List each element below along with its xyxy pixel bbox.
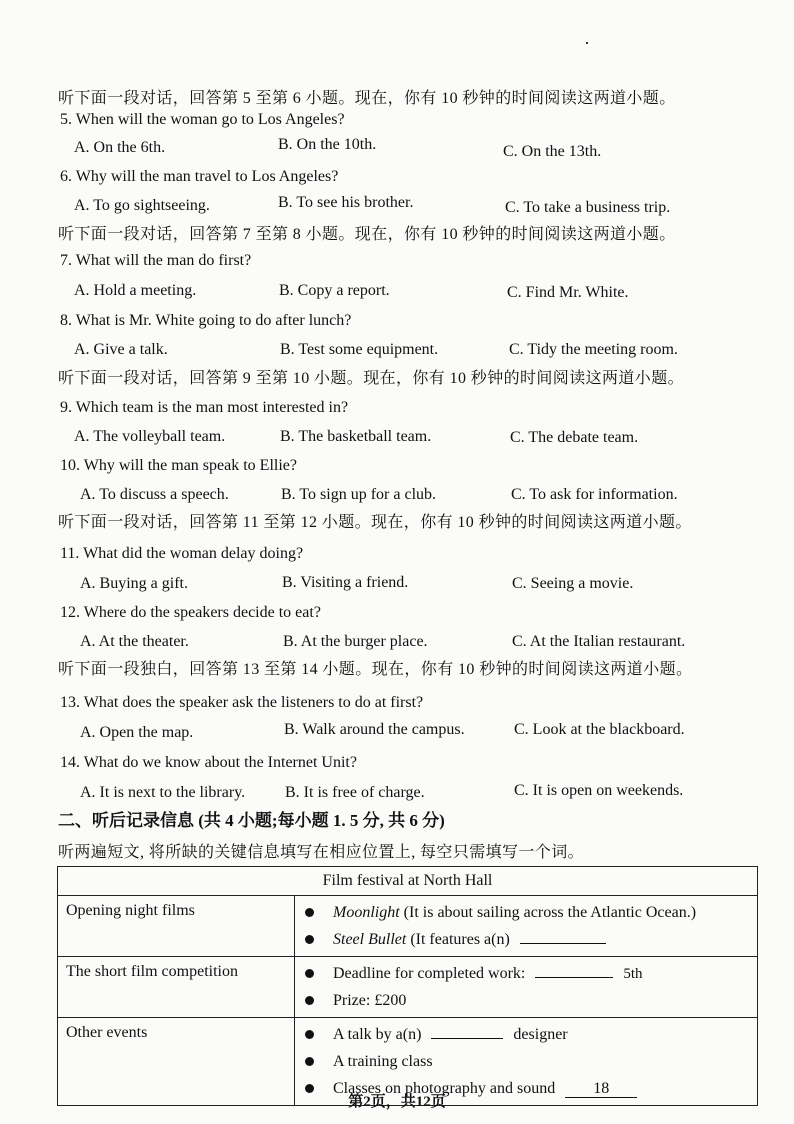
q10-option-b[interactable]: B. To sign up for a club.: [281, 486, 437, 503]
q14-option-a[interactable]: A. It is next to the library.: [80, 784, 246, 801]
instruction-q11-12: 听下面一段对话，回答第 11 至第 12 小题。现在，你有 10 秒钟的时间阅读这两道小题。: [58, 514, 692, 531]
q11-option-c[interactable]: C. Seeing a movie.: [512, 575, 634, 592]
question-6: 6. Why will the man travel to Los Angeles?: [60, 168, 339, 185]
question-7: 7. What will the man do first?: [60, 252, 252, 269]
row-competition-label: The short film competition: [58, 957, 295, 1018]
deadline-date-suffix: 5th: [623, 966, 643, 982]
talk-text-post: designer: [513, 1026, 568, 1043]
q5-option-a[interactable]: A. On the 6th.: [74, 139, 166, 156]
talk-text-pre: A talk by a(n): [333, 1026, 422, 1043]
bullet-icon: [305, 1030, 314, 1039]
q7-option-c[interactable]: C. Find Mr. White.: [507, 284, 629, 301]
film-description-steel-bullet: (It features a(n): [410, 931, 510, 948]
page-number: 第2页，共12页: [348, 1094, 446, 1110]
q13-option-c[interactable]: C. Look at the blackboard.: [514, 721, 685, 738]
question-14: 14. What do we know about the Internet Unit?: [60, 754, 357, 771]
bullet-icon: [305, 1057, 314, 1066]
q14-option-c[interactable]: C. It is open on weekends.: [514, 782, 684, 799]
q9-option-b[interactable]: B. The basketball team.: [280, 428, 432, 445]
bullet-icon: [305, 908, 314, 917]
q9-option-a[interactable]: A. The volleyball team.: [74, 428, 226, 445]
question-13: 13. What does the speaker ask the listeners to do at first?: [60, 694, 424, 711]
q6-option-a[interactable]: A. To go sightseeing.: [74, 197, 210, 214]
bullet-icon: [305, 996, 314, 1005]
classes-text: Classes on photography and sound: [333, 1080, 556, 1097]
row-competition-content: [295, 957, 758, 1018]
film-description-moonlight: (It is about sailing across the Atlantic Ocean.): [403, 904, 697, 921]
bullet-training: [295, 1048, 757, 1075]
answer-blank-18[interactable]: 18: [565, 1081, 637, 1098]
q11-option-a[interactable]: A. Buying a gift.: [80, 575, 188, 592]
q8-option-c[interactable]: C. Tidy the meeting room.: [509, 341, 678, 358]
question-11: 11. What did the woman delay doing?: [60, 545, 304, 562]
q7-option-b[interactable]: B. Copy a report.: [279, 282, 390, 299]
q8-option-a[interactable]: A. Give a talk.: [74, 341, 168, 358]
row-opening-night-label: Opening night films: [58, 896, 295, 957]
instruction-q13-14: 听下面一段独白，回答第 13 至第 14 小题。现在，你有 10 秒钟的时间阅读这两道小题。: [58, 661, 693, 678]
answer-blank-15[interactable]: [520, 927, 606, 944]
q6-option-b[interactable]: B. To see his brother.: [278, 194, 414, 211]
scan-speck: [586, 42, 588, 44]
training-text: A training class: [333, 1053, 433, 1070]
row-other-events-label: Other events: [58, 1018, 295, 1106]
q10-option-c[interactable]: C. To ask for information.: [511, 486, 678, 503]
q14-option-b[interactable]: B. It is free of charge.: [285, 784, 425, 801]
deadline-label: Deadline for completed work:: [333, 965, 526, 982]
answer-blank-17[interactable]: [431, 1022, 503, 1039]
question-12: 12. Where do the speakers decide to eat?: [60, 604, 321, 621]
q5-option-b[interactable]: B. On the 10th.: [278, 136, 377, 153]
q12-option-b[interactable]: B. At the burger place.: [283, 633, 428, 650]
section-2-title: 二、听后记录信息 (共 4 小题;每小题 1. 5 分, 共 6 分): [58, 811, 445, 830]
bullet-icon: [305, 935, 314, 944]
q12-option-c[interactable]: C. At the Italian restaurant.: [512, 633, 686, 650]
q8-option-b[interactable]: B. Test some equipment.: [280, 341, 439, 358]
bullet-deadline: [295, 960, 757, 987]
answer-blank-16[interactable]: [535, 961, 613, 978]
q11-option-b[interactable]: B. Visiting a friend.: [282, 574, 409, 591]
question-9: 9. Which team is the man most interested in?: [60, 399, 349, 416]
bullet-talk: [295, 1021, 757, 1048]
instruction-q7-8: 听下面一段对话，回答第 7 至第 8 小题。现在，你有 10 秒钟的时间阅读这两道小题。: [58, 226, 676, 243]
q5-option-c[interactable]: C. On the 13th.: [503, 143, 602, 160]
question-8: 8. What is Mr. White going to do after lunch?: [60, 312, 352, 329]
film-festival-table: [57, 866, 758, 1106]
q6-option-c[interactable]: C. To take a business trip.: [505, 199, 671, 216]
section-2-instruction: 听两遍短文, 将所缺的关键信息填写在相应位置上, 每空只需填写一个词。: [58, 844, 585, 861]
instruction-q5-6: 听下面一段对话，回答第 5 至第 6 小题。现在，你有 10 秒钟的时间阅读这两道小题。: [58, 90, 676, 107]
bullet-icon: [305, 969, 314, 978]
q13-option-a[interactable]: A. Open the map.: [80, 724, 194, 741]
question-10: 10. Why will the man speak to Ellie?: [60, 457, 297, 474]
table-caption: Film festival at North Hall: [58, 867, 758, 896]
film-title-moonlight: Moonlight: [333, 904, 400, 921]
q9-option-c[interactable]: C. The debate team.: [510, 429, 639, 446]
prize-text: Prize: £200: [333, 992, 407, 1009]
film-title-steel-bullet: Steel Bullet: [333, 931, 407, 948]
bullet-moonlight: [295, 899, 757, 926]
bullet-prize: [295, 987, 757, 1014]
q13-option-b[interactable]: B. Walk around the campus.: [284, 721, 465, 738]
row-opening-night-content: [295, 896, 758, 957]
question-5: 5. When will the woman go to Los Angeles?: [60, 111, 345, 128]
q12-option-a[interactable]: A. At the theater.: [80, 633, 189, 650]
q7-option-a[interactable]: A. Hold a meeting.: [74, 282, 197, 299]
bullet-steel-bullet: [295, 926, 757, 953]
instruction-q9-10: 听下面一段对话，回答第 9 至第 10 小题。现在，你有 10 秒钟的时间阅读这两道小题。: [58, 370, 685, 387]
q10-option-a[interactable]: A. To discuss a speech.: [80, 486, 229, 503]
